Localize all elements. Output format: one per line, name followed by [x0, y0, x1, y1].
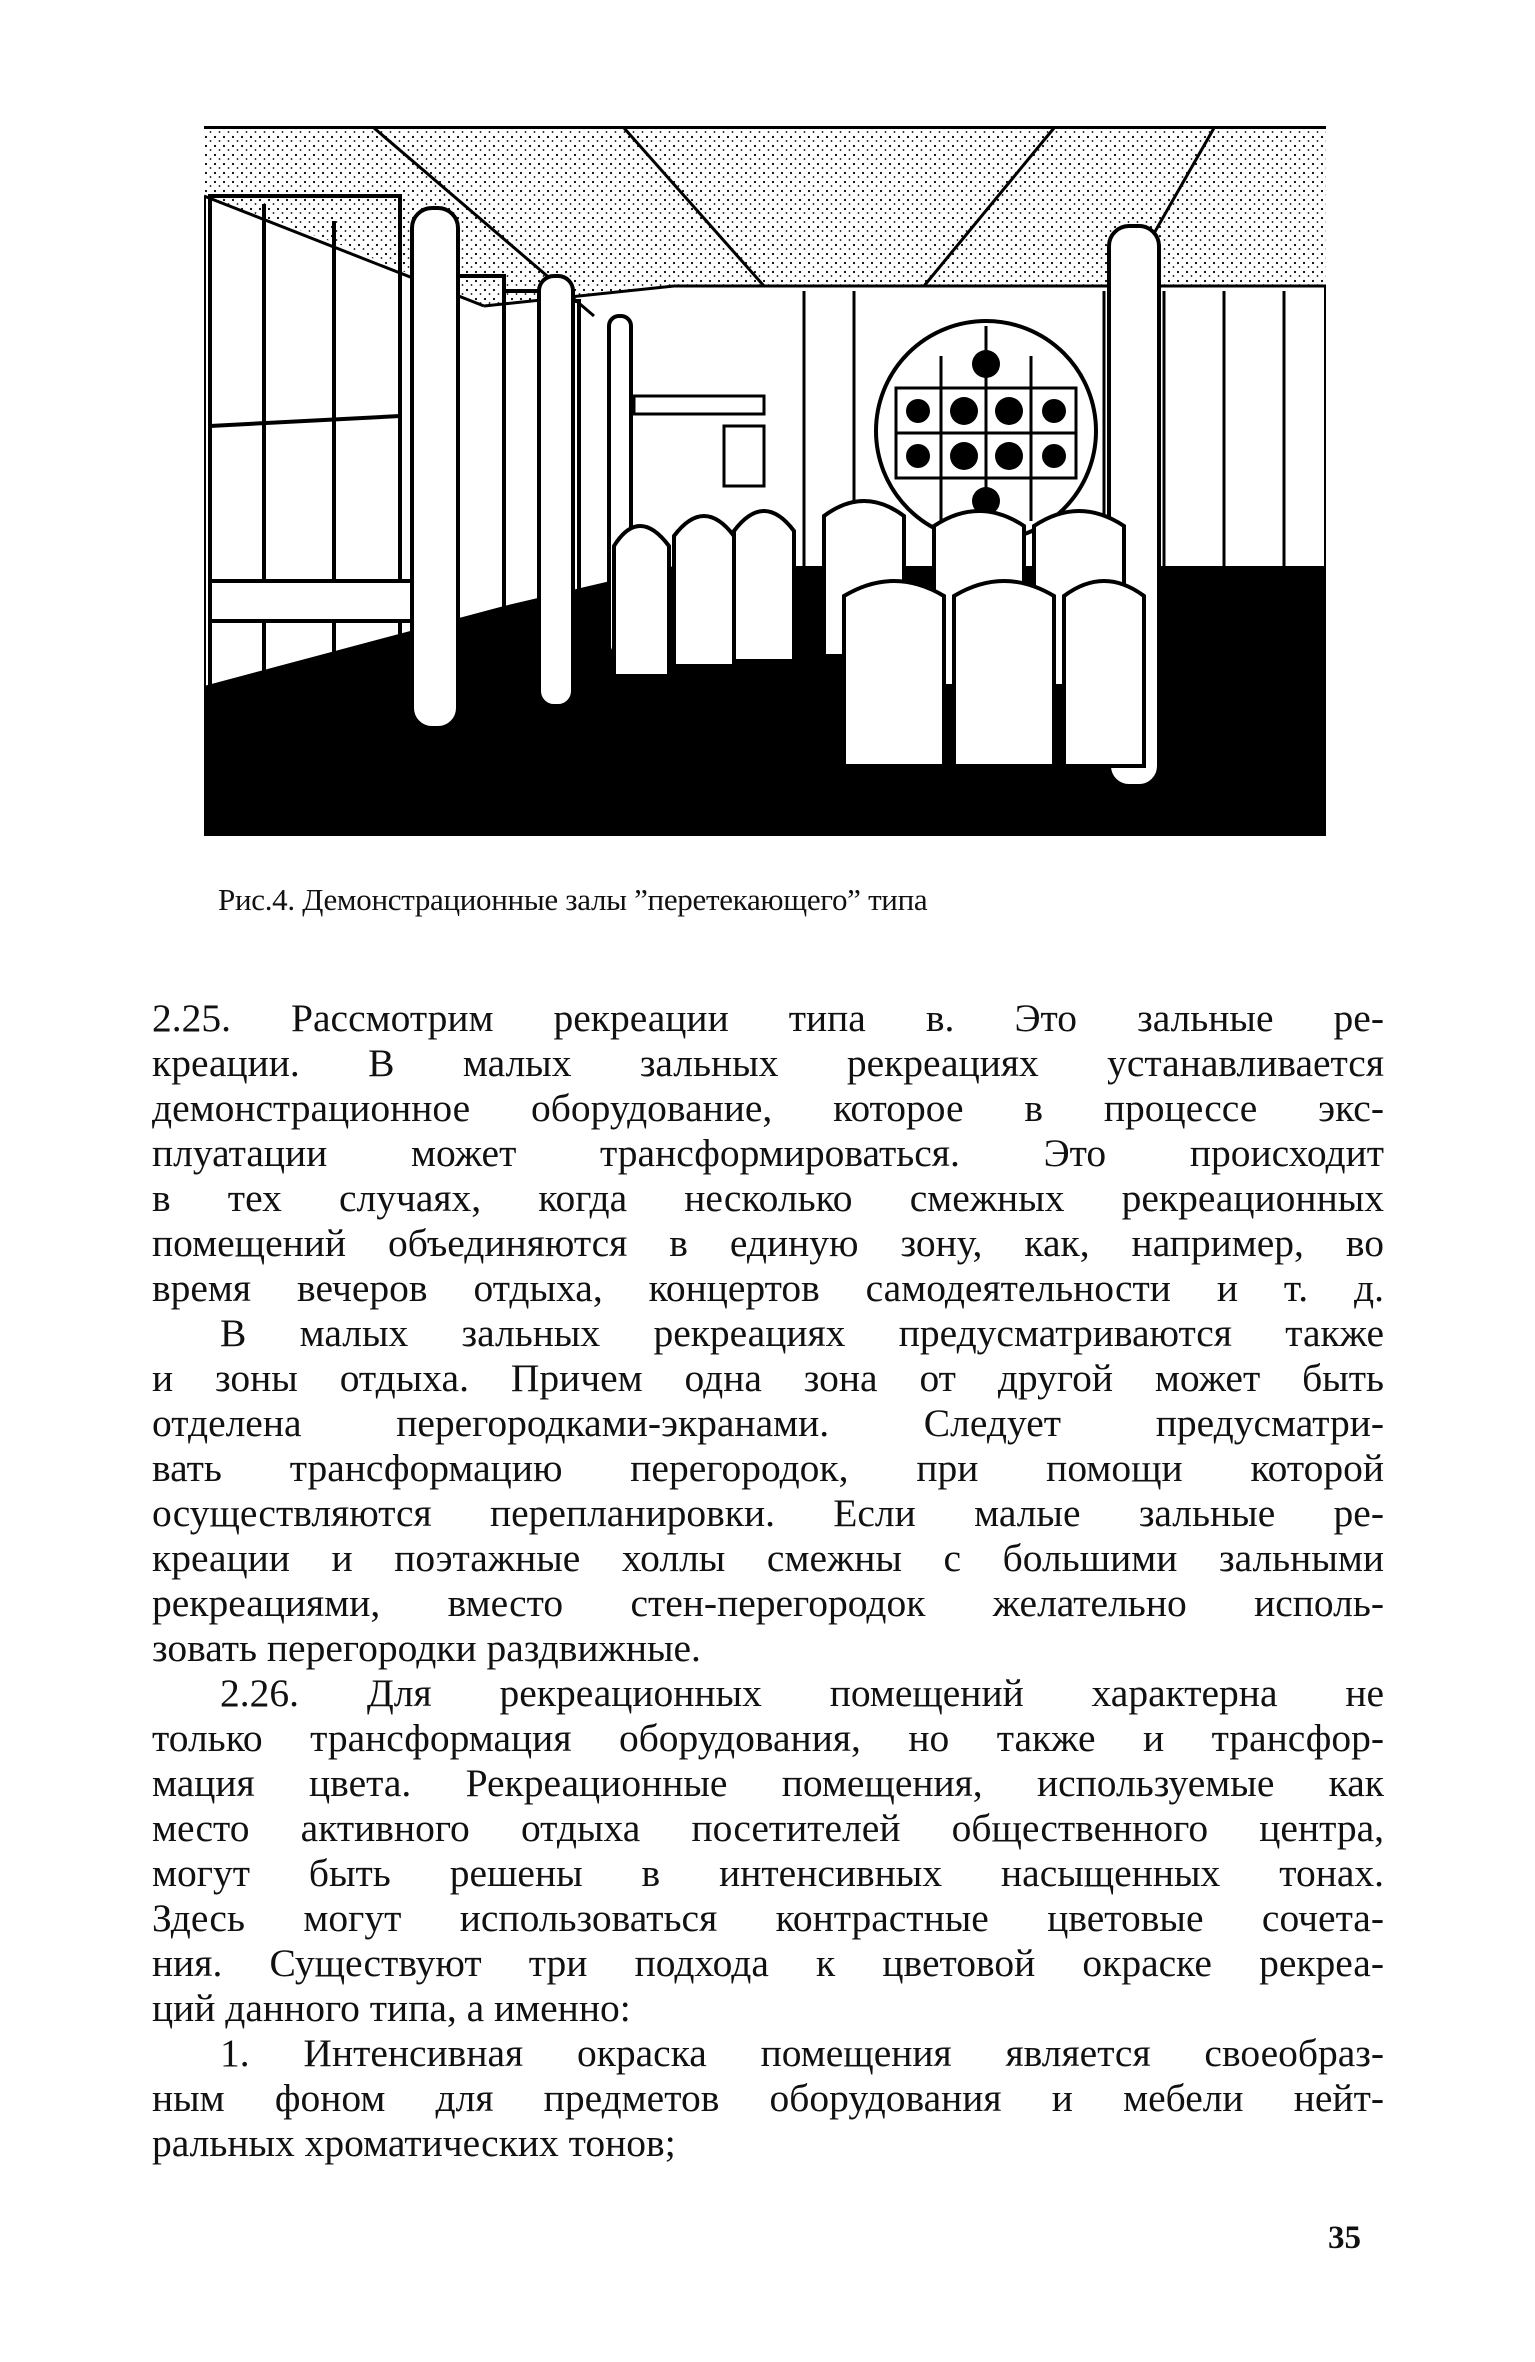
text-line: мация цвета. Рекреационные помещения, используемые как — [152, 1761, 1384, 1805]
text-line: вать трансформацию перегородок, при помощи которой — [152, 1446, 1384, 1490]
text-line: ральных хроматических тонов; — [152, 2121, 676, 2165]
paragraph — [152, 2031, 1384, 2166]
text-line: осуществляются перепланировки. Если малые зальные ре- — [152, 1491, 1384, 1535]
paragraph — [152, 1311, 1384, 1671]
text-line: отделена перегородками-экранами. Следует предусматри- — [152, 1401, 1384, 1445]
figure-illustration — [204, 126, 1326, 836]
figure-caption: Рис.4. Демонстрационные залы ”перетекающего” типа — [218, 882, 928, 917]
text-line: В малых зальных рекреациях предусматриваются также — [220, 1311, 1384, 1355]
text-line: время вечеров отдыха, концертов самодеятельности и т. д. — [152, 1266, 1384, 1310]
paragraph — [152, 996, 1384, 1311]
paragraph — [152, 1671, 1384, 2031]
text-line: могут быть решены в интенсивных насыщенных тонах. — [152, 1851, 1384, 1895]
text-line: помещений объединяются в единую зону, как, например, во — [152, 1221, 1384, 1265]
text-line: 2.26. Для рекреационных помещений характерна не — [220, 1671, 1384, 1715]
text-line: демонстрационное оборудование, которое в процессе экс- — [152, 1086, 1384, 1130]
text-line: ным фоном для предметов оборудования и мебели нейт- — [152, 2076, 1384, 2120]
text-line: 2.25. Рассмотрим рекреации типа в. Это зальные ре- — [152, 996, 1384, 1040]
text-line: креации и поэтажные холлы смежны с большими зальными — [152, 1536, 1384, 1580]
text-line: ния. Существуют три подхода к цветовой окраске рекреа- — [152, 1941, 1384, 1985]
body-text — [152, 996, 1384, 2166]
text-line: только трансформация оборудования, но также и трансфор- — [152, 1716, 1384, 1760]
text-line: 1. Интенсивная окраска помещения является своеобраз- — [220, 2031, 1384, 2075]
text-line: зовать перегородки раздвижные. — [152, 1626, 701, 1670]
text-line: Здесь могут использоваться контрастные цветовые сочета- — [152, 1896, 1384, 1940]
illustration-exhibition-hall-icon — [204, 126, 1326, 836]
text-line: рекреациями, вместо стен-перегородок желательно исполь- — [152, 1581, 1384, 1625]
text-line: и зоны отдыха. Причем одна зона от другой может быть — [152, 1356, 1384, 1400]
text-line: в тех случаях, когда несколько смежных рекреационных — [152, 1176, 1384, 1220]
text-line: плуатации может трансформироваться. Это происходит — [152, 1131, 1384, 1175]
text-line: ций данного типа, а именно: — [152, 1986, 631, 2030]
text-line: место активного отдыха посетителей общественного центра, — [152, 1806, 1384, 1850]
text-line: креации. В малых зальных рекреациях устанавливается — [152, 1041, 1384, 1085]
page-number: 35 — [1328, 2220, 1361, 2256]
